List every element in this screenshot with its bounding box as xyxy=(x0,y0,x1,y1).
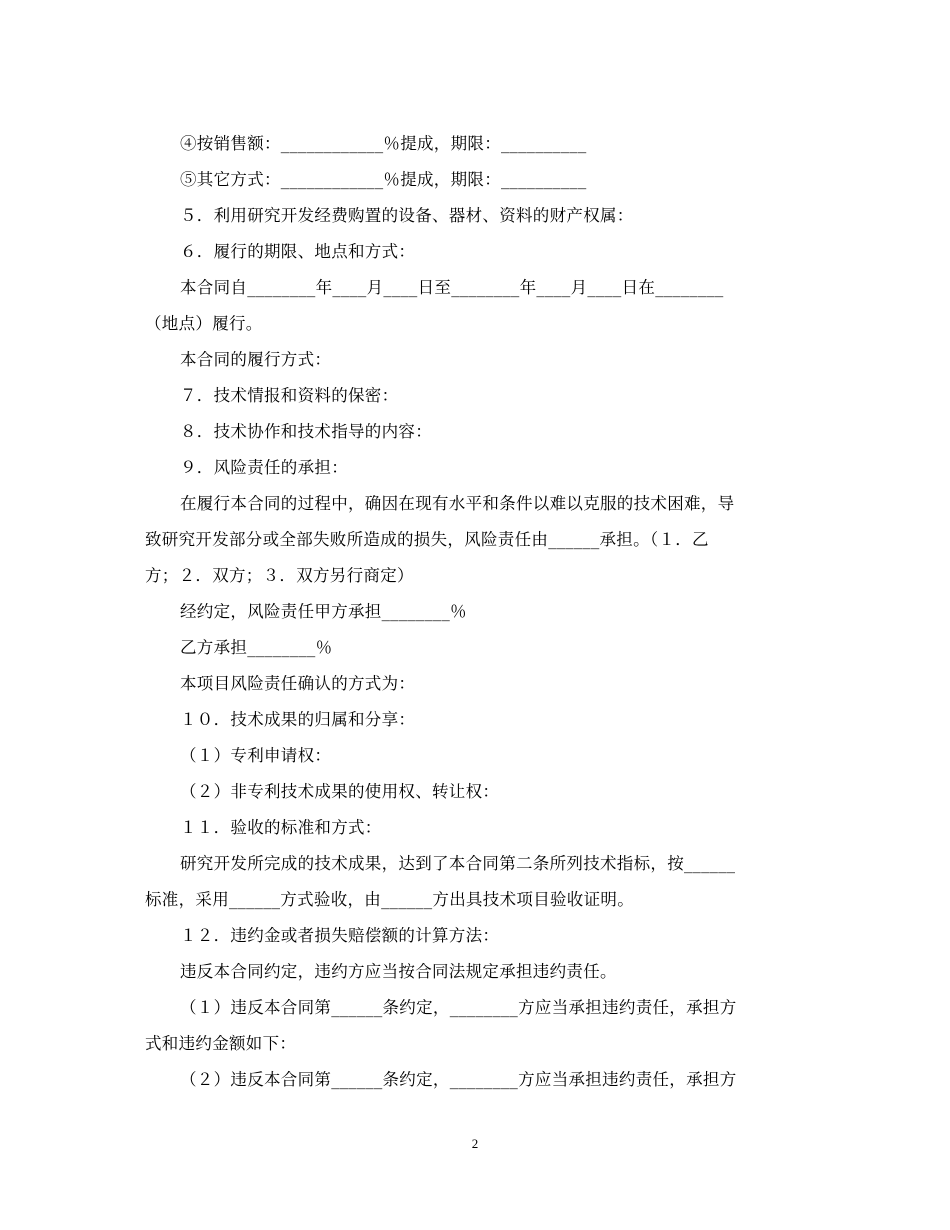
text-line: 违反本合同约定，违约方应当按合同法规定承担违约责任。 xyxy=(180,962,617,981)
text-line: （２）违反本合同第______条约定，________方应当承担违约责任，承担方 xyxy=(180,1070,737,1089)
text-line: 式和违约金额如下： xyxy=(145,1034,297,1053)
text-line: ７．技术情报和资料的保密： xyxy=(180,386,399,405)
text-line: 方；２．双方；３．双方另行商定） xyxy=(145,566,414,585)
text-line: 致研究开发部分或全部失败所造成的损失，风险责任由______承担。（１．乙 xyxy=(145,530,709,549)
text-line: 乙方承担________％ xyxy=(180,638,333,657)
text-line: １０．技术成果的归属和分享： xyxy=(180,710,416,729)
text-line: １２．违约金或者损失赔偿额的计算方法： xyxy=(180,926,500,945)
page-number: 2 xyxy=(471,1136,479,1151)
text-line: 在履行本合同的过程中，确因在现有水平和条件以难以克服的技术困难，导 xyxy=(180,494,735,513)
text-line: ⑤其它方式：____________％提成，期限：__________ xyxy=(180,170,587,189)
text-line: 本合同自________年____月____日至________年____月____日在________ xyxy=(180,278,724,297)
text-line: 本合同的履行方式： xyxy=(180,350,332,369)
text-line: ６．履行的期限、地点和方式： xyxy=(180,242,416,261)
text-line: （１）违反本合同第______条约定，________方应当承担违约责任，承担方 xyxy=(180,998,737,1017)
text-line: （２）非专利技术成果的使用权、转让权： xyxy=(180,782,500,801)
text-line: ９．风险责任的承担： xyxy=(180,458,348,477)
text-line: 标准，采用______方式验收，由______方出具技术项目验收证明。 xyxy=(145,890,634,909)
text-line: （地点）履行。 xyxy=(145,314,263,333)
text-line: 本项目风险责任确认的方式为： xyxy=(180,674,416,693)
text-line: 研究开发所完成的技术成果，达到了本合同第二条所列技术指标，按______ xyxy=(180,854,736,873)
text-line: 经约定，风险责任甲方承担________％ xyxy=(180,602,467,621)
text-line: ④按销售额：____________％提成，期限：__________ xyxy=(180,134,587,153)
text-line: ８．技术协作和技术指导的内容： xyxy=(180,422,432,441)
text-line: １１．验收的标准和方式： xyxy=(180,818,382,837)
text-line: ５．利用研究开发经费购置的设备、器材、资料的财产权属： xyxy=(180,206,634,225)
text-line: （１）专利申请权： xyxy=(180,746,332,765)
